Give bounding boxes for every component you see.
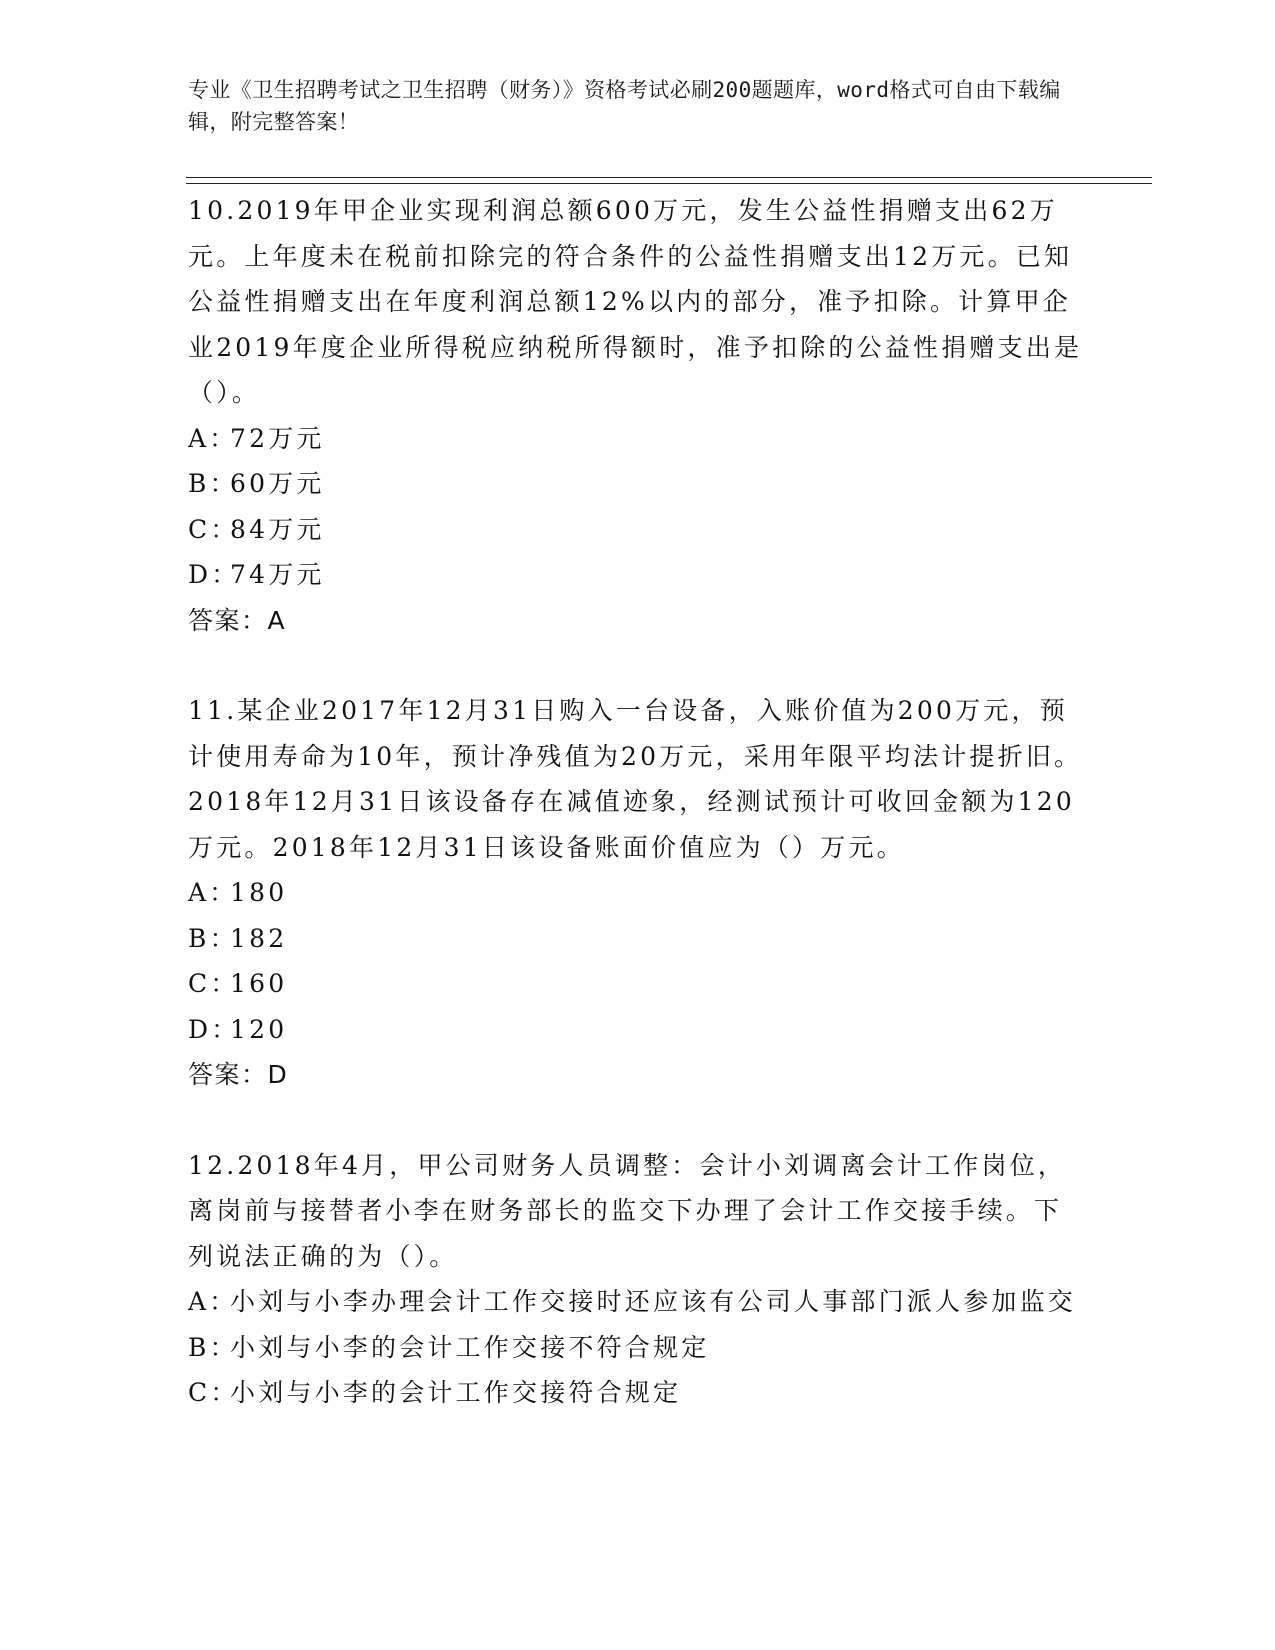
- option-b: [188, 1325, 1088, 1371]
- option-key: C：: [188, 514, 239, 544]
- option-key: B：: [188, 923, 238, 953]
- option-a: [188, 416, 1088, 462]
- option-d: [188, 1007, 1088, 1053]
- option-key: B：: [188, 469, 238, 498]
- option-key: D：: [188, 560, 240, 589]
- answer-line: 答案：A: [188, 605, 287, 635]
- spacer: [188, 643, 1088, 688]
- question-text: 12.2018年4月，甲公司财务人员调整：会计小刘调离会计工作岗位，离岗前与接替者小李在财务部长的监交下办理了会计工作交接手续。下列说法正确的为（）。: [188, 1150, 1067, 1271]
- option-text: 180: [230, 878, 288, 907]
- header-divider-top: [186, 177, 1152, 178]
- option-key: A：: [188, 423, 238, 453]
- option-text: 小刘与小李的会计工作交接符合规定: [230, 1378, 682, 1407]
- question-10: [188, 188, 1088, 643]
- question-list: [188, 188, 1088, 1416]
- option-key: C：: [188, 969, 239, 998]
- option-text: 84万元: [230, 514, 325, 544]
- question-text: 11.某企业2017年12月31日购入一台设备，入账价值为200万元，预计使用寿命为10年，预计净残值为20万元，采用年限平均法计提折旧。2018年12月31日该设备存在减值迹象，经测试预计可收回金额为120万元。2018年12月31日该设备账面价值应为（）万元。: [188, 696, 1083, 862]
- document-header: 专业《卫生招聘考试之卫生招聘（财务）》资格考试必刷200题题库，word格式可自由下载编辑，附完整答案！: [188, 78, 1061, 134]
- question-text: 10.2019年甲企业实现利润总额600万元，发生公益性捐赠支出62万元。上年度未在税前扣除完的符合条件的公益性捐赠支出12万元。已知公益性捐赠支出在年度利润总额12%以内的部分，准予扣除。计算甲企业2019年度企业所得税应纳税所得额时，准予扣除的公益性捐赠支出是（）。: [188, 196, 1083, 407]
- option-text: 160: [230, 969, 288, 998]
- option-text: 74万元: [230, 560, 325, 589]
- option-text: 60万元: [230, 469, 325, 498]
- option-text: 72万元: [230, 423, 325, 453]
- option-a: [188, 870, 1088, 916]
- answer-line: 答案：D: [188, 1060, 289, 1089]
- option-text: 小刘与小李的会计工作交接不符合规定: [230, 1332, 710, 1362]
- option-text: 小刘与小李办理会计工作交接时还应该有公司人事部门派人参加监交: [230, 1287, 1077, 1316]
- option-a: [188, 1279, 1088, 1325]
- question-12: [188, 1143, 1088, 1416]
- question-11: [188, 688, 1088, 1098]
- option-b: [188, 461, 1088, 507]
- option-b: [188, 916, 1088, 962]
- option-c: [188, 961, 1088, 1007]
- option-c: [188, 1370, 1088, 1416]
- option-key: B：: [188, 1332, 238, 1362]
- option-key: D：: [188, 1014, 240, 1044]
- option-key: A：: [188, 1287, 238, 1316]
- option-text: 120: [230, 1014, 288, 1044]
- header-divider-bottom: [186, 183, 1152, 184]
- spacer: [188, 1098, 1088, 1143]
- option-key: C：: [188, 1378, 239, 1407]
- option-text: 182: [230, 923, 288, 953]
- option-key: A：: [188, 878, 238, 907]
- option-d: [188, 552, 1088, 598]
- option-c: [188, 507, 1088, 553]
